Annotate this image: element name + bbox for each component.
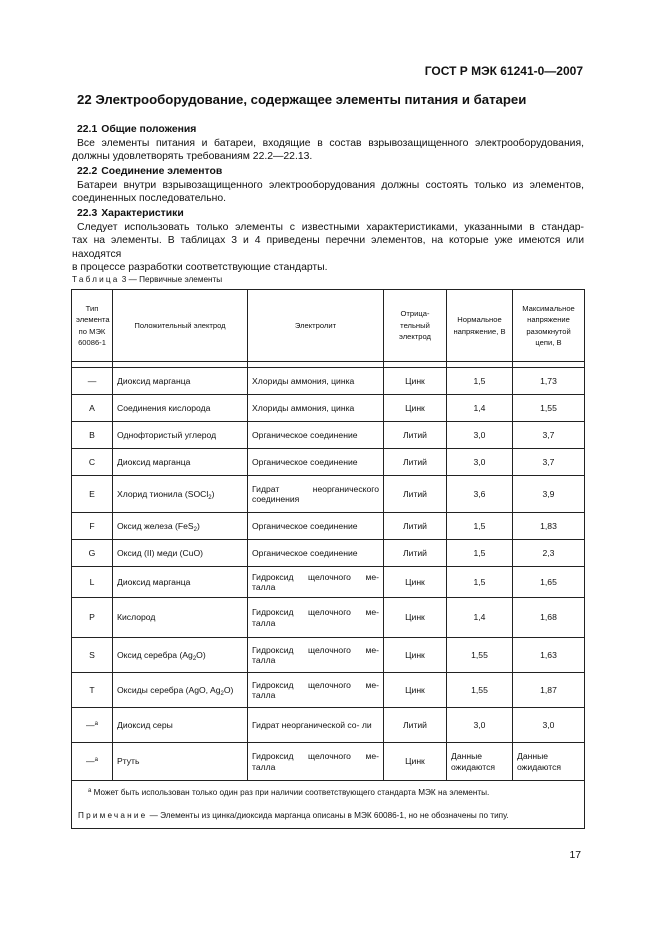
cell-negative-electrode: Цинк [384, 743, 447, 781]
cell-type-text: B [89, 429, 95, 440]
cell-nominal-voltage: 3,0 [447, 708, 513, 743]
cell-positive-electrode [113, 567, 248, 598]
cell-type [72, 567, 113, 598]
cell-type-text: P [89, 612, 95, 623]
cell-negative-electrode: Литий [384, 422, 447, 449]
cell-max-voltage: 1,63 [513, 638, 585, 673]
table-footer [72, 781, 585, 829]
cell-type [72, 708, 113, 743]
table-row [72, 368, 585, 395]
cell-type-text: G [88, 547, 96, 558]
subsection-22-1 [72, 123, 584, 164]
cell-electrolyte: Гидрат неорганического соединения [248, 476, 384, 513]
cell-max-voltage: 1,65 [513, 567, 585, 598]
table-caption-label: Таблица [72, 275, 120, 284]
cell-negative-electrode: Цинк [384, 395, 447, 422]
cell-max-voltage: 1,83 [513, 513, 585, 540]
table-row [72, 449, 585, 476]
cell-electrolyte: Органическое соединение [248, 449, 384, 476]
cell-max-voltage: 3,0 [513, 708, 585, 743]
footnote [78, 786, 578, 799]
cell-positive-electrode [113, 395, 248, 422]
cell-positive-electrode [113, 638, 248, 673]
cell-nominal-voltage: Данные ожидаются [447, 743, 513, 781]
cell-electrolyte: Гидроксид щелочного ме- талла [248, 598, 384, 638]
cell-electrode-text: Диоксид марганца [117, 456, 191, 467]
cell-negative-electrode: Цинк [384, 598, 447, 638]
cell-nominal-voltage: 1,4 [447, 395, 513, 422]
cell-type-text: F [89, 520, 95, 531]
note-label: Примечание [78, 811, 148, 820]
subsection-title: Соединение элементов [101, 166, 223, 177]
cell-type-text: A [89, 402, 95, 413]
page-number: 17 [569, 850, 581, 861]
cell-electrode-text: Диоксид марганца [117, 375, 191, 386]
paragraph [72, 179, 584, 206]
cell-negative-electrode: Цинк [384, 638, 447, 673]
cell-type-text: — [86, 719, 95, 730]
cell-max-voltage: 3,7 [513, 449, 585, 476]
subscript: 2 [208, 494, 212, 501]
cell-type [72, 540, 113, 567]
table-note [78, 809, 578, 822]
cell-type [72, 368, 113, 395]
cell-max-voltage: 1,55 [513, 395, 585, 422]
table-row [72, 476, 585, 513]
cell-type [72, 422, 113, 449]
cell-nominal-voltage: 1,55 [447, 673, 513, 708]
cell-positive-electrode [113, 449, 248, 476]
subsection-title: Общие положения [101, 124, 197, 135]
footnote-text: Может быть использован только один раз при наличии соответствующего стандарта МЭК на элементы. [91, 788, 490, 797]
cell-negative-electrode: Литий [384, 476, 447, 513]
header-cell-electrolyte: Электролит [248, 290, 384, 362]
electrode-tail: O) [223, 684, 234, 695]
cell-nominal-voltage: 1,55 [447, 638, 513, 673]
paragraph-line: Следует использовать только элементы с известными характеристиками, указанными в стандар- [77, 221, 584, 233]
cell-positive-electrode [113, 513, 248, 540]
cell-electrode-text: Оксид (II) меди (CuO) [117, 547, 204, 558]
cell-nominal-voltage: 1,5 [447, 567, 513, 598]
cell-max-voltage: 1,68 [513, 598, 585, 638]
cell-electrode-text: Однофтористый углерод [117, 429, 217, 440]
cell-type [72, 476, 113, 513]
cell-type [72, 743, 113, 781]
paragraph-line: Батареи внутри взрывозащищенного электрооборудования должны состоять только из элементов, [77, 179, 584, 191]
cell-type [72, 673, 113, 708]
cell-positive-electrode [113, 368, 248, 395]
subsection-number: 22.2 [77, 166, 98, 177]
cell-electrolyte: Гидрат неорганической со- ли [248, 708, 384, 743]
cell-type [72, 598, 113, 638]
table-footer-row [72, 781, 585, 829]
cell-max-voltage: Данные ожидаются [513, 743, 585, 781]
section-heading: Электрооборудование, содержащее элементы питания и батареи [95, 92, 527, 107]
paragraph-line: в процессе разработки соответствующие стандарты. [72, 262, 328, 274]
subsection-22-3 [72, 207, 584, 275]
electrode-tail: ) [211, 488, 215, 499]
cell-electrode-text: Оксид серебра (Ag [117, 649, 193, 660]
subsection-heading [72, 207, 584, 221]
table-row [72, 567, 585, 598]
cell-negative-electrode: Литий [384, 540, 447, 567]
header-cell-max-voltage: Максимальное напряжение разомкнутой цепи, В [513, 290, 585, 362]
cell-nominal-voltage: 3,0 [447, 422, 513, 449]
cell-nominal-voltage: 3,6 [447, 476, 513, 513]
table-row [72, 513, 585, 540]
subsection-heading [72, 123, 584, 137]
cell-max-voltage: 3,7 [513, 422, 585, 449]
cell-electrolyte: Гидроксид щелочного ме- талла [248, 567, 384, 598]
cell-electrolyte: Гидроксид щелочного ме- талла [248, 743, 384, 781]
cell-type [72, 638, 113, 673]
cell-nominal-voltage: 1,5 [447, 513, 513, 540]
cell-type-text: C [88, 456, 96, 467]
paragraph [72, 221, 584, 275]
paragraph [72, 137, 584, 164]
cell-electrolyte: Гидроксид щелочного ме- талла [248, 673, 384, 708]
cell-type-text: S [89, 649, 95, 660]
cell-type-text: T [89, 684, 95, 695]
header-cell-nominal-voltage: Нормальное напряжение, В [447, 290, 513, 362]
subsection-number: 22.1 [77, 124, 98, 135]
subscript: 2 [220, 690, 224, 697]
cell-max-voltage: 3,9 [513, 476, 585, 513]
cell-type [72, 449, 113, 476]
header-cell-type: Тип элемента по МЭК 60086-1 [72, 290, 113, 362]
footnote-mark: a [88, 788, 92, 794]
cell-max-voltage: 1,87 [513, 673, 585, 708]
subscript: 2 [193, 526, 197, 533]
cell-electrolyte: Хлориды аммония, цинка [248, 368, 384, 395]
paragraph-line: Все элементы питания и батареи, входящие в состав взрывозащищенного электрооборудования, [77, 137, 584, 149]
cell-negative-electrode: Литий [384, 708, 447, 743]
cell-positive-electrode [113, 743, 248, 781]
cell-nominal-voltage: 3,0 [447, 449, 513, 476]
cell-positive-electrode [113, 540, 248, 567]
cell-nominal-voltage: 1,4 [447, 598, 513, 638]
subsection-22-2 [72, 165, 584, 206]
cell-max-voltage: 1,73 [513, 368, 585, 395]
table-caption [72, 275, 222, 284]
cell-negative-electrode: Литий [384, 449, 447, 476]
table-row [72, 708, 585, 743]
electrode-tail: ) [196, 520, 200, 531]
cell-type [72, 513, 113, 540]
cell-type [72, 395, 113, 422]
subsection-title: Характеристики [101, 208, 184, 219]
cell-electrode-text: Диоксид серы [117, 719, 173, 730]
table-row [72, 638, 585, 673]
cell-electrolyte: Органическое соединение [248, 540, 384, 567]
cell-electrolyte: Хлориды аммония, цинка [248, 395, 384, 422]
footnote-ref: a [94, 757, 98, 764]
cell-nominal-voltage: 1,5 [447, 368, 513, 395]
cell-electrode-text: Хлорид тионила (SOCl [117, 488, 209, 499]
cell-electrolyte: Органическое соединение [248, 422, 384, 449]
paragraph-line: тах на элементы. В таблицах 3 и 4 приведены перечни элементов, на которые уже имеются или находятся [72, 235, 584, 260]
cell-negative-electrode: Цинк [384, 567, 447, 598]
table-row [72, 540, 585, 567]
table-row [72, 743, 585, 781]
subsection-number: 22.3 [77, 208, 98, 219]
cell-electrode-text: Ртуть [117, 756, 140, 767]
cell-type-text: E [89, 488, 95, 499]
electrode-tail: O) [196, 649, 206, 660]
cell-electrode-text: Соединения кислорода [117, 402, 211, 413]
cell-negative-electrode: Литий [384, 513, 447, 540]
table-row [72, 395, 585, 422]
cell-negative-electrode: Цинк [384, 673, 447, 708]
cell-electrolyte: Гидроксид щелочного ме- талла [248, 638, 384, 673]
cell-positive-electrode [113, 708, 248, 743]
table-row [72, 422, 585, 449]
cell-max-voltage: 2,3 [513, 540, 585, 567]
cell-type-text: — [86, 756, 95, 767]
standard-header: ГОСТ Р МЭК 61241-0—2007 [424, 64, 583, 78]
table-row [72, 598, 585, 638]
cell-electrolyte: Органическое соединение [248, 513, 384, 540]
header-cell-positive-electrode: Положительный электрод [113, 290, 248, 362]
cell-positive-electrode [113, 598, 248, 638]
cell-electrode-text: Оксид железа (FeS [117, 520, 194, 531]
table-header-row [72, 290, 585, 362]
section-number: 22 [77, 92, 92, 107]
primary-cells-table [71, 289, 585, 829]
footnote-ref: a [94, 720, 98, 727]
cell-nominal-voltage: 1,5 [447, 540, 513, 567]
cell-positive-electrode [113, 673, 248, 708]
note-text: — Элементы из цинка/диоксида марганца описаны в МЭК 60086-1, но не обозначены по типу. [147, 811, 509, 820]
cell-negative-electrode: Цинк [384, 368, 447, 395]
paragraph-line: соединенных последовательно. [72, 193, 227, 205]
paragraph-line: должны удовлетворять требованиям 22.2—22.13. [72, 151, 313, 163]
cell-positive-electrode [113, 422, 248, 449]
cell-electrode-text: Оксиды серебра (AgO, Ag [117, 684, 221, 695]
cell-electrode-text: Кислород [117, 612, 156, 623]
subsection-heading [72, 165, 584, 179]
header-cell-negative-electrode: Отрица- тельный электрод [384, 290, 447, 362]
table-caption-text: 3 — Первичные элементы [119, 275, 223, 284]
cell-type-text: L [89, 576, 95, 587]
table-row [72, 673, 585, 708]
cell-electrode-text: Диоксид марганца [117, 576, 191, 587]
section-title [77, 92, 526, 107]
subscript: 2 [192, 655, 197, 662]
cell-type-text: — [87, 375, 97, 386]
cell-positive-electrode [113, 476, 248, 513]
